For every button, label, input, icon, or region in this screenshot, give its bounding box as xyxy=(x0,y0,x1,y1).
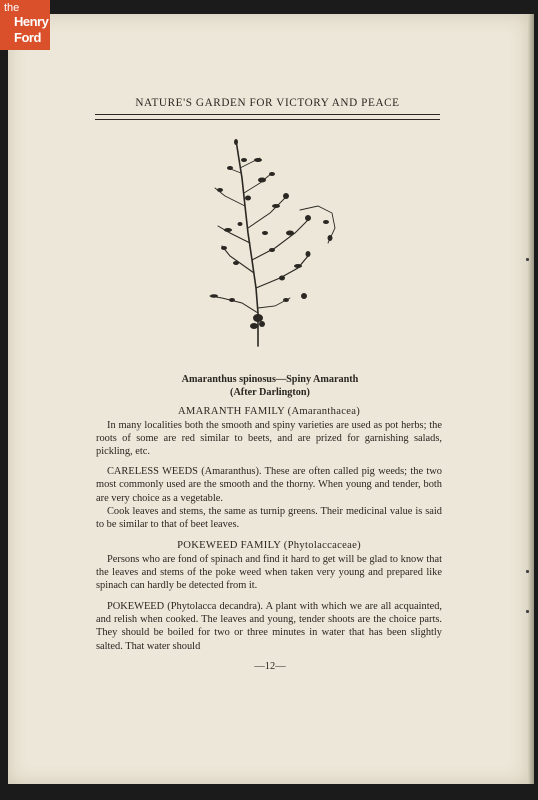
header-rule-thick xyxy=(95,114,440,115)
logo-text-the: the xyxy=(4,2,20,14)
edge-mark xyxy=(526,610,529,613)
paragraph-amaranth: In many localities both the smooth and spiny varieties are used as pot herbs; the roots of some are red similar to beets, and are prized for garnishing salads, pickling, etc. xyxy=(96,420,442,458)
page-number: —12— xyxy=(254,661,286,672)
figure-caption xyxy=(120,373,420,399)
edge-mark xyxy=(526,258,529,261)
running-header: NATURE'S GARDEN FOR VICTORY AND PEACE xyxy=(135,97,400,109)
henry-ford-logo[interactable] xyxy=(0,0,50,50)
heading-amaranth-family: AMARANTH FAMILY (Amaranthacea) xyxy=(177,406,361,417)
paragraph-spinach: Persons who are fond of spinach and find it hard to get will be glad to know that the leaves and stems of the poke weed when taken very young and prepared like spinach can hardly be detected from it. xyxy=(96,553,442,592)
page-edge xyxy=(528,14,534,784)
heading-pokeweed-family: POKEWEED FAMILY (Phytolaccaceae) xyxy=(177,539,361,551)
caption-line-2: (After Darlington) xyxy=(230,387,310,398)
header-rule-thin xyxy=(95,119,440,120)
logo-text-henry: Henry xyxy=(14,14,49,29)
caption-line-1: Amaranthus spinosus—Spiny Amaranth xyxy=(181,374,359,385)
logo-text-ford: Ford xyxy=(14,30,41,45)
body-text xyxy=(96,405,442,653)
amaranth-illustration xyxy=(200,138,345,353)
paragraph-pokeweed: POKEWEED (Phytolacca decandra). A plant with which we are all acquainted, and relish when cooked. The leaves and young, tender shoots are the choice parts. They should be boiled for two or three minutes in water that has been slightly salted. That water should xyxy=(96,601,442,652)
paragraph-cook-leaves: Cook leaves and stems, the same as turnip greens. Their medicinal value is said to be similar to that of beet leaves. xyxy=(96,505,442,530)
edge-mark xyxy=(526,570,529,573)
paragraph-careless-weeds: CARELESS WEEDS (Amaranthus). These are often called pig weeds; the two most commonly used are the smooth and the thorny. When young and tender, both are very choice as a vegetable. xyxy=(96,466,442,504)
